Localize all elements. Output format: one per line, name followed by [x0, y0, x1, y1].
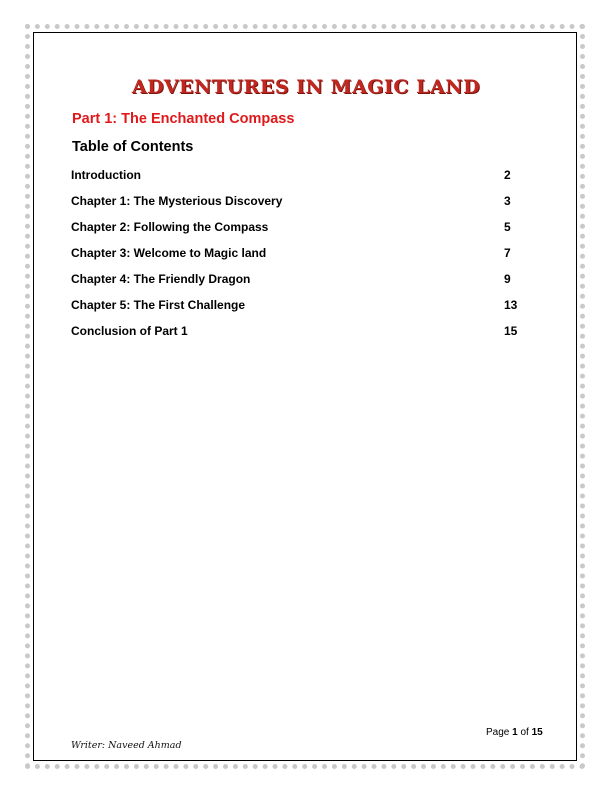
toc-entry-page: 3: [504, 194, 511, 208]
toc-entry-chapter-2[interactable]: [71, 219, 521, 245]
toc-entry-introduction[interactable]: [71, 167, 521, 193]
toc-entry-label: Chapter 2: Following the Compass: [71, 220, 269, 234]
toc-entry-label: Chapter 5: The First Challenge: [71, 298, 246, 312]
toc-entry-label: Introduction: [71, 168, 141, 182]
current-page: 1: [512, 727, 518, 738]
toc-entry-page: 2: [504, 168, 511, 182]
toc-entry-page: 15: [504, 324, 518, 338]
toc-entry-page: 9: [504, 272, 511, 286]
toc-entry-chapter-3[interactable]: [71, 245, 521, 271]
toc-entry-conclusion[interactable]: [71, 323, 521, 349]
total-pages: 15: [531, 727, 543, 738]
toc-entry-label: Chapter 1: The Mysterious Discovery: [71, 194, 283, 208]
document-title: ADVENTURES IN MAGIC LAND: [131, 76, 481, 98]
toc-heading: Table of Contents: [72, 139, 194, 155]
page-word: Page: [486, 727, 510, 738]
table-of-contents: [71, 167, 521, 349]
of-word: of: [520, 727, 529, 738]
toc-entry-page: 7: [504, 246, 511, 260]
toc-entry-page: 13: [504, 298, 518, 312]
toc-entry-label: Chapter 4: The Friendly Dragon: [71, 272, 251, 286]
page-number: [486, 727, 543, 738]
toc-entry-page: 5: [504, 220, 511, 234]
writer-credit: Writer: Naveed Ahmad: [71, 740, 182, 751]
toc-entry-label: Conclusion of Part 1: [71, 324, 188, 338]
part-title: Part 1: The Enchanted Compass: [72, 111, 295, 127]
toc-entry-chapter-1[interactable]: [71, 193, 521, 219]
toc-entry-chapter-5[interactable]: [71, 297, 521, 323]
toc-entry-chapter-4[interactable]: [71, 271, 521, 297]
toc-entry-label: Chapter 3: Welcome to Magic land: [71, 246, 267, 260]
